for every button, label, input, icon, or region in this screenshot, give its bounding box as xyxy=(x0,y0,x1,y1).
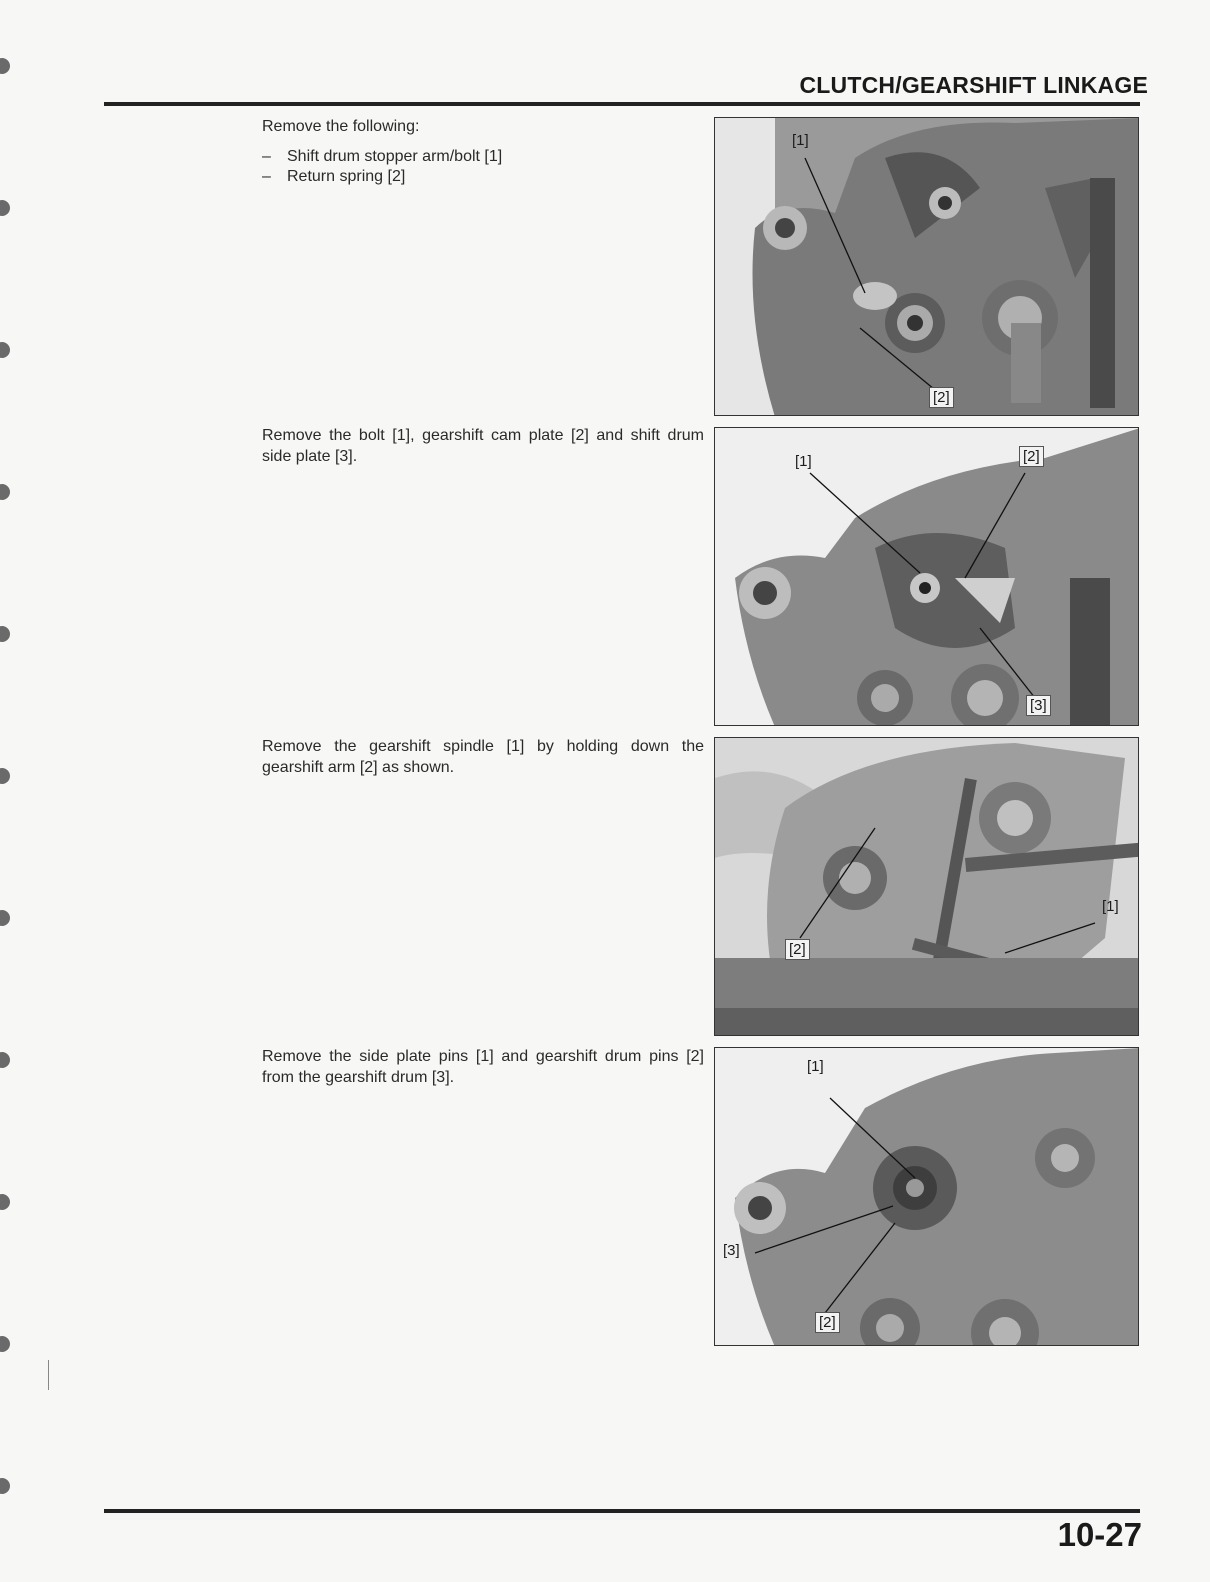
step-3-instruction: Remove the gearshift spindle [1] by holding down the gearshift arm [2] as shown. xyxy=(262,738,704,776)
step-3-photo xyxy=(714,737,1139,1036)
binder-hole xyxy=(0,1478,10,1494)
header-rule xyxy=(104,102,1140,106)
binder-hole xyxy=(0,58,10,74)
step-1-intro: Remove the following: xyxy=(262,118,420,135)
step-4-text xyxy=(262,1046,704,1088)
step-2-instruction: Remove the bolt [1], gearshift cam plate [2] and shift drum side plate [3]. xyxy=(262,427,704,465)
engine-photo-illustration xyxy=(715,738,1139,1036)
step-1-text xyxy=(262,116,704,187)
binder-hole xyxy=(0,1194,10,1210)
callout-2: [2] xyxy=(815,1312,840,1333)
step-3-text xyxy=(262,736,704,778)
step-4-instruction: Remove the side plate pins [1] and gearshift drum pins [2] from the gearshift drum [3]. xyxy=(262,1048,704,1086)
callout-1: [1] xyxy=(807,1058,824,1075)
list-item: – Shift drum stopper arm/bolt [1] xyxy=(262,147,704,167)
list-item: – Return spring [2] xyxy=(262,167,704,187)
callout-3: [3] xyxy=(1026,695,1051,716)
step-2-photo xyxy=(714,427,1139,726)
binder-hole xyxy=(0,1052,10,1068)
margin-mark xyxy=(48,1360,49,1390)
binder-hole xyxy=(0,626,10,642)
binder-hole xyxy=(0,1336,10,1352)
binder-hole xyxy=(0,768,10,784)
callout-1: [1] xyxy=(795,453,812,470)
callout-2: [2] xyxy=(785,939,810,960)
binder-hole xyxy=(0,484,10,500)
footer-rule xyxy=(104,1509,1140,1513)
engine-photo-illustration xyxy=(715,428,1139,726)
step-2-text xyxy=(262,425,704,467)
step-4-photo xyxy=(714,1047,1139,1346)
engine-photo-illustration xyxy=(715,1048,1139,1346)
callout-2: [2] xyxy=(1019,446,1044,467)
section-title: CLUTCH/GEARSHIFT LINKAGE xyxy=(799,72,1148,98)
callout-2: [2] xyxy=(929,387,954,408)
page-number: 10-27 xyxy=(1057,1516,1142,1553)
callout-3: [3] xyxy=(723,1242,740,1259)
step-1-photo xyxy=(714,117,1139,416)
callout-1: [1] xyxy=(1102,898,1119,915)
binder-hole xyxy=(0,200,10,216)
engine-photo-illustration xyxy=(715,118,1139,416)
binder-hole xyxy=(0,342,10,358)
step-1-list xyxy=(262,147,704,187)
binder-hole xyxy=(0,910,10,926)
callout-1: [1] xyxy=(792,132,809,149)
